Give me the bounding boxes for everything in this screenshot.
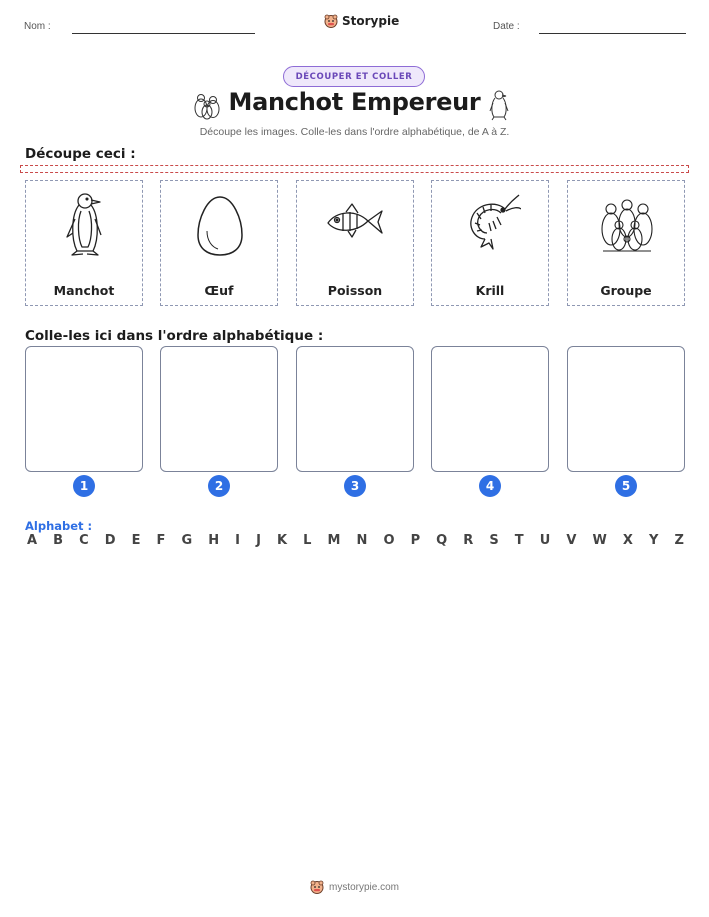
alphabet-letter: G: [181, 533, 193, 548]
brand-name: Storypie: [342, 14, 400, 28]
slot-number-4: 4: [479, 475, 501, 497]
paste-slot-3[interactable]: [296, 346, 414, 472]
alphabet-letter: X: [622, 533, 633, 548]
paste-section-heading: Colle-les ici dans l'ordre alphabétique :: [25, 328, 324, 344]
alphabet-row: [27, 533, 684, 548]
slot-number-5: 5: [615, 475, 637, 497]
card-label: Krill: [475, 283, 505, 298]
alphabet-letter: Z: [674, 533, 684, 548]
alphabet-letter: I: [235, 533, 241, 548]
egg-icon: [190, 189, 250, 259]
alphabet-letter: Q: [436, 533, 448, 548]
card-label: Groupe: [600, 283, 652, 298]
alphabet-letter: D: [104, 533, 116, 548]
cut-card-oeuf[interactable]: [160, 180, 278, 306]
page-title: Manchot Empereur: [228, 88, 481, 116]
card-label: Poisson: [327, 283, 383, 298]
footer: [0, 880, 709, 894]
alphabet-letter: N: [356, 533, 368, 548]
slot-number-3: 3: [344, 475, 366, 497]
cut-line: [20, 165, 689, 173]
penguin-icon: [55, 189, 115, 259]
cut-card-krill[interactable]: [431, 180, 549, 306]
card-label: Manchot: [53, 283, 115, 298]
alphabet-letter: C: [79, 533, 89, 548]
name-line[interactable]: [72, 33, 255, 34]
alphabet-letter: U: [539, 533, 551, 548]
shrimp-icon: [461, 189, 521, 259]
cut-card-groupe[interactable]: [567, 180, 685, 306]
paste-slot-4[interactable]: [431, 346, 549, 472]
alphabet-letter: W: [592, 533, 607, 548]
paste-slot-5[interactable]: [567, 346, 685, 472]
fish-icon: [326, 189, 386, 259]
alphabet-letter: V: [566, 533, 577, 548]
alphabet-letter: P: [410, 533, 421, 548]
storypie-mascot-icon: [310, 880, 324, 894]
penguin-small-icon: [488, 89, 510, 121]
alphabet-letter: A: [27, 533, 38, 548]
activity-badge: DÉCOUPER ET COLLER: [283, 66, 425, 87]
instructions: Découpe les images. Colle-les dans l'ordre alphabétique, de A à Z.: [199, 126, 510, 138]
cut-card-manchot[interactable]: [25, 180, 143, 306]
alphabet-letter: R: [463, 533, 474, 548]
alphabet-letter: M: [327, 533, 341, 548]
cut-card-poisson[interactable]: [296, 180, 414, 306]
date-line[interactable]: [539, 33, 686, 34]
name-label: Nom :: [24, 21, 51, 32]
slot-number-1: 1: [73, 475, 95, 497]
brand-logo: [324, 14, 399, 28]
alphabet-letter: E: [131, 533, 141, 548]
alphabet-letter: F: [156, 533, 166, 548]
alphabet-letter: O: [383, 533, 395, 548]
alphabet-letter: L: [303, 533, 312, 548]
alphabet-label: Alphabet :: [25, 519, 93, 533]
slot-number-2: 2: [208, 475, 230, 497]
alphabet-letter: S: [489, 533, 499, 548]
alphabet-letter: H: [208, 533, 220, 548]
alphabet-letter: T: [514, 533, 524, 548]
card-label: Œuf: [204, 283, 234, 298]
paste-slot-1[interactable]: [25, 346, 143, 472]
date-label: Date :: [493, 21, 520, 32]
penguin-group-icon: [597, 189, 657, 259]
alphabet-letter: K: [276, 533, 288, 548]
paste-slot-2[interactable]: [160, 346, 278, 472]
cut-section-heading: Découpe ceci :: [25, 146, 136, 162]
storypie-mascot-icon: [324, 14, 338, 28]
alphabet-letter: B: [53, 533, 64, 548]
alphabet-letter: Y: [648, 533, 659, 548]
alphabet-letter: J: [256, 533, 261, 548]
footer-site[interactable]: mystorypie.com: [328, 881, 399, 893]
